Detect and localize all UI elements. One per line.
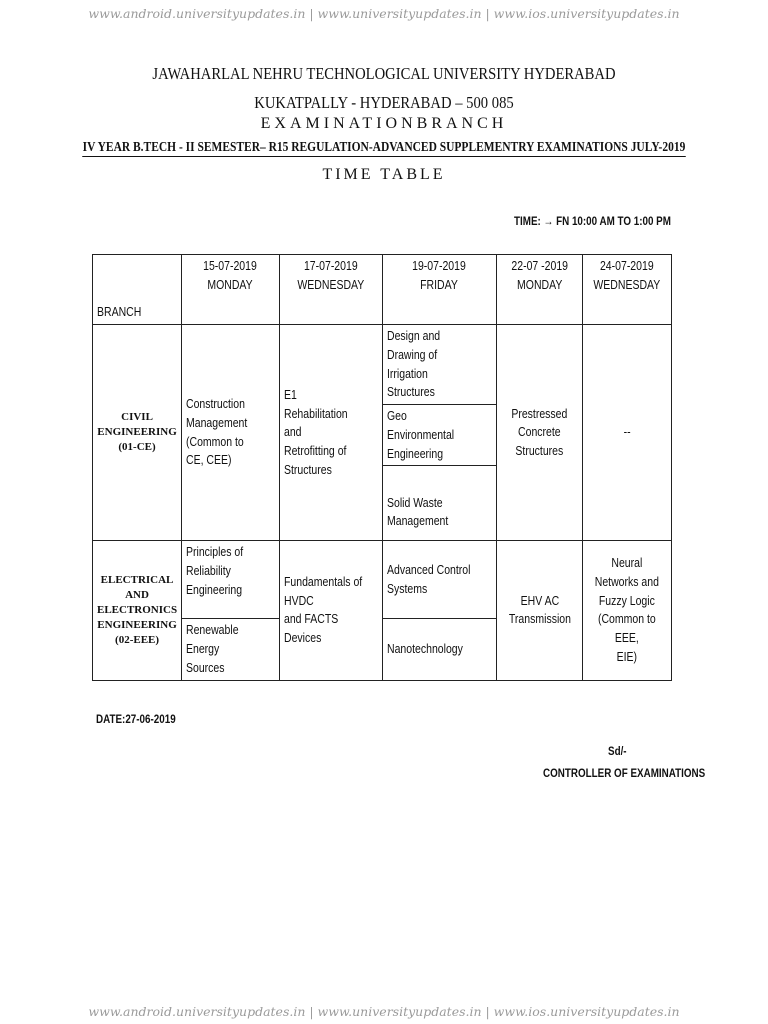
subject-cell: Solid Waste Management <box>382 466 496 541</box>
branch-eee: ELECTRICAL AND ELECTRONICS ENGINEERING (02-EEE) <box>93 541 182 680</box>
exam-title <box>69 140 699 156</box>
subject-cell: Renewable Energy Sources <box>182 619 279 680</box>
timetable <box>92 254 672 681</box>
exam-day: MONDAY <box>516 277 563 292</box>
exam-day: FRIDAY <box>420 277 459 292</box>
signature: Sd/- <box>608 744 627 758</box>
column-header <box>182 255 279 325</box>
subject-cell: Nanotechnology <box>382 619 496 680</box>
subject-cell: Principles of Reliability Engineering <box>182 541 279 619</box>
exam-date: 17-07-2019 <box>303 259 358 273</box>
university-address: KUKATPALLY - HYDERABAD – 500 085 <box>254 93 514 112</box>
column-header <box>583 255 672 325</box>
subject-cell: E1 Rehabilitation and Retrofitting of Structures <box>279 325 382 541</box>
column-header <box>496 255 583 325</box>
subject-cell: EHV AC Transmission <box>496 541 583 680</box>
exam-date: 19-07-2019 <box>412 259 467 273</box>
table-row-eee <box>93 541 672 619</box>
header-row <box>93 255 672 325</box>
exam-day: WEDNESDAY <box>593 277 661 292</box>
university-name: JAWAHARLAL NEHRU TECHNOLOGICAL UNIVERSITY HYDERABAD <box>152 64 616 83</box>
branch-header: BRANCH <box>97 305 142 320</box>
subject-cell: -- <box>583 325 672 541</box>
subject-cell: Advanced Control Systems <box>382 541 496 619</box>
subject-cell: Design and Drawing of Irrigation Structures <box>382 325 496 405</box>
branch-civil: CIVIL ENGINEERING (01-CE) <box>93 325 182 541</box>
column-header <box>382 255 496 325</box>
subject-cell: Geo Environmental Engineering <box>382 405 496 466</box>
exam-day: WEDNESDAY <box>297 277 365 292</box>
subject-cell: Neural Networks and Fuzzy Logic (Common to EEE, EIE) <box>583 541 672 680</box>
watermark-bottom: www.android.universityupdates.in | www.universityupdates.in | www.ios.universityupdates.in <box>88 1004 680 1019</box>
exam-date: 15-07-2019 <box>203 259 258 273</box>
subject-cell: Prestressed Concrete Structures <box>496 325 583 541</box>
branch-header-cell <box>93 255 182 325</box>
time-table-heading: TIME TABLE <box>322 166 446 183</box>
exam-date: 24-07-2019 <box>600 259 655 273</box>
watermark-top: www.android.universityupdates.in | www.universityupdates.in | www.ios.universityupdates.in <box>88 6 680 21</box>
exam-title-text: IV YEAR B.TECH - II SEMESTER– R15 REGULATION-ADVANCED SUPPLEMENTRY EXAMINATIONS JULY-2019 <box>82 140 686 155</box>
controller-title: CONTROLLER OF EXAMINATIONS <box>543 766 706 780</box>
subject-cell: Fundamentals of HVDC and FACTS Devices <box>279 541 382 680</box>
exam-date: 22-07 -2019 <box>511 259 568 273</box>
exam-time-note: TIME: → FN 10:00 AM TO 1:00 PM <box>514 214 671 228</box>
issue-date: DATE:27-06-2019 <box>96 712 176 726</box>
table-row-civil <box>93 325 672 405</box>
column-header <box>279 255 382 325</box>
examination-branch: EXAMINATIONBRANCH <box>260 115 508 132</box>
subject-cell: Construction Management (Common to CE, CEE) <box>182 325 279 541</box>
exam-day: MONDAY <box>207 277 253 292</box>
